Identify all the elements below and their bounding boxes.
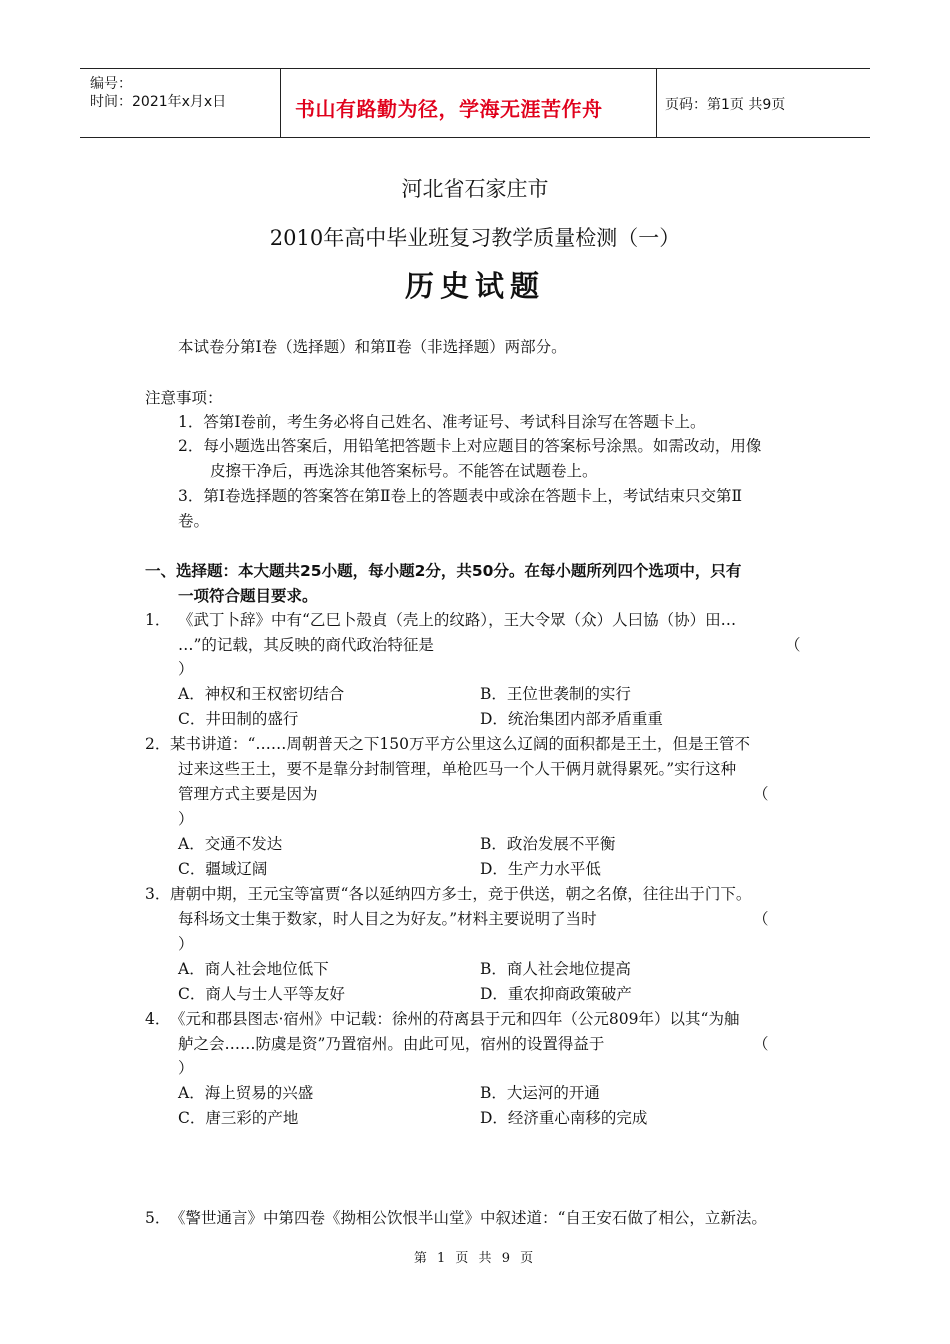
q1-option-c: C．井田制的盛行 (178, 710, 299, 728)
q5-stem-line1: 《警世通言》中第四卷《拗相公饮恨半山堂》中叙述道：“自王安石做了相公，立新法。 (170, 1209, 767, 1227)
q1-option-a: A．神权和王权密切结合 (178, 685, 345, 703)
title-subject: 历史试题 (404, 269, 545, 303)
q2-stem-line3: 管理方式主要是因为 (178, 785, 318, 803)
q4-stem-line2: 舻之会……防虞是资”乃置宿州。由此可见，宿州的设置得益于 (178, 1035, 605, 1053)
note-2-line1: 2．每小题选出答案后，用铅笔把答题卡上对应题目的答案标号涂黑。如需改动，用像 (178, 437, 762, 455)
note-1: 1．答第Ⅰ卷前，考生务必将自己姓名、准考证号、考试科目涂写在答题卡上。 (178, 413, 706, 431)
q1-answer-paren-close: ） (178, 660, 194, 678)
q3-answer-paren-open: （ (753, 910, 769, 928)
page-footer: 第 1 页 共 9 页 (413, 1251, 537, 1266)
q1-stem-line1: 《武丁卜辞》中有“乙巳卜殻貞（壳上的纹路），王大令眾（众）人曰協（协）田… (178, 611, 737, 629)
q4-answer-paren-open: （ (753, 1035, 769, 1053)
q4-option-c: C．唐三彩的产地 (178, 1109, 299, 1127)
q2-option-c: C．疆域辽阔 (178, 860, 268, 878)
q2-option-d: D．生产力水平低 (480, 860, 601, 878)
q2-answer-paren-open: （ (753, 785, 769, 803)
note-3-line1: 3．第Ⅰ卷选择题的答案答在第Ⅱ卷上的答题表中或涂在答题卡上，考试结束只交第Ⅱ (178, 487, 743, 505)
header-motto: 书山有路勤为径，学海无涯苦作舟 (295, 97, 603, 121)
q1-stem-line2: …”的记载，其反映的商代政治特征是 (178, 636, 434, 654)
q2-number: 2． (145, 735, 171, 753)
q2-answer-paren-close: ） (178, 810, 194, 828)
header-number-label: 编号： (90, 76, 132, 92)
q2-stem-line2: 过来这些王土，要不是靠分封制管理，单枪匹马一个人干俩月就得累死。”实行这种 (178, 760, 737, 778)
note-2-line2: 皮擦干净后，再选涂其他答案标号。不能答在试题卷上。 (210, 462, 598, 480)
q3-option-d: D．重农抑商政策破产 (480, 985, 632, 1003)
q4-option-b: B．大运河的开通 (480, 1084, 600, 1102)
q1-option-d: D．统治集团内部矛盾重重 (480, 710, 663, 728)
section-heading-line2: 一项符合题目要求。 (178, 587, 318, 605)
q3-number: 3． (145, 885, 171, 903)
q3-stem-line2: 每科场文士集于数家，时人目之为好友。”材料主要说明了当时 (178, 910, 597, 928)
q5-number: 5． (145, 1209, 171, 1227)
notes-heading: 注意事项： (145, 389, 223, 407)
q2-option-b: B．政治发展不平衡 (480, 835, 616, 853)
q3-option-c: C．商人与士人平等友好 (178, 985, 345, 1003)
q3-option-b: B．商人社会地位提高 (480, 960, 631, 978)
title-exam: 2010年高中毕业班复习教学质量检测（一） (269, 226, 681, 250)
q4-option-a: A．海上贸易的兴盛 (178, 1084, 314, 1102)
q4-number: 4． (145, 1010, 171, 1028)
q4-stem-line1: 《元和郡县图志·宿州》中记载：徐州的苻离县于元和四年（公元809年）以其“为舳 (170, 1010, 740, 1028)
q2-option-a: A．交通不发达 (178, 835, 283, 853)
header-page-label: 页码：第1页 共9页 (665, 97, 786, 113)
header-time-label: 时间：2021年x月x日 (90, 94, 227, 110)
q1-number: 1． (145, 611, 171, 629)
q2-stem-line1: 某书讲道：“……周朝普天之下150万平方公里这么辽阔的面积都是王土，但是王管不 (170, 735, 751, 753)
q1-option-b: B．王位世袭制的实行 (480, 685, 631, 703)
title-region: 河北省石家庄市 (401, 177, 549, 201)
q4-answer-paren-close: ） (178, 1059, 194, 1077)
q3-answer-paren-close: ） (178, 935, 194, 953)
q1-answer-paren-open: （ (785, 636, 801, 654)
section-heading-line1: 一、选择题：本大题共25小题，每小题2分，共50分。在每小题所列四个选项中，只有 (145, 562, 742, 580)
q3-option-a: A．商人社会地位低下 (178, 960, 329, 978)
intro-text: 本试卷分第Ⅰ卷（选择题）和第Ⅱ卷（非选择题）两部分。 (178, 338, 567, 356)
q4-option-d: D．经济重心南移的完成 (480, 1109, 648, 1127)
q3-stem-line1: 唐朝中期，王元宝等富贾“各以延纳四方多士，竞于供送，朝之名僚，往往出于门下。 (170, 885, 752, 903)
note-3-line2: 卷。 (178, 512, 210, 530)
